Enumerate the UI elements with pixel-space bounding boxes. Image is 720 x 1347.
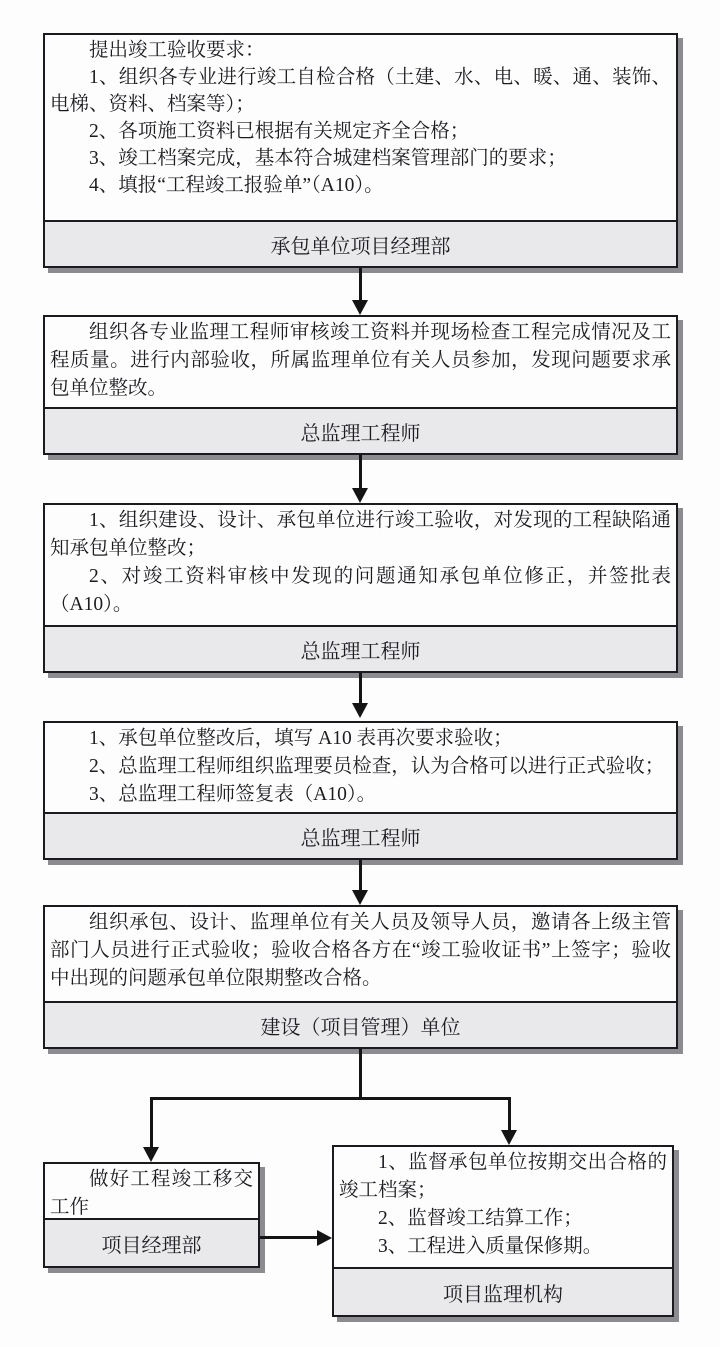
responsible-unit-label: 总监理工程师 bbox=[45, 812, 676, 858]
branch-right-arrow-head bbox=[501, 1130, 517, 1145]
paragraph: 2、对竣工资料审核中发现的问题通知承包单位修正，并签批表（A10）。 bbox=[50, 566, 671, 615]
branch-left-arrow-head bbox=[143, 1147, 159, 1162]
paragraph: 1、监督承包单位按期交出合格的竣工档案； bbox=[339, 1152, 667, 1201]
paragraph: 提出竣工验收要求： bbox=[89, 40, 265, 61]
paragraph: 组织承包、设计、监理单位有关人员及领导人员，邀请各上级主管部门人员进行正式验收；验收合格各方在“竣工验收证书”上签字；验收中出现的问题承包单位限期整改合格。 bbox=[50, 912, 671, 989]
responsible-unit-label: 总监理工程师 bbox=[45, 625, 676, 671]
paragraph: 组织各专业监理工程师审核竣工资料并现场检查工程完成情况及工程质量。进行内部验收，所属监理单位有关人员参加，发现问题要求承包单位整改。 bbox=[50, 322, 671, 399]
arrow-line-3 bbox=[359, 673, 362, 705]
arrow-line-4 bbox=[359, 860, 362, 891]
paragraph: 做好工程竣工移交工作 bbox=[50, 1169, 253, 1218]
flow-box-supervise-closeout-body bbox=[334, 1147, 672, 1267]
arrow-line-1 bbox=[359, 268, 362, 302]
flow-box-formal-acceptance-body bbox=[45, 907, 676, 1001]
paragraph: 3、竣工档案完成，基本符合城建档案管理部门的要求； bbox=[89, 148, 567, 169]
flow-box-handover bbox=[43, 1162, 260, 1268]
arrow-line-2 bbox=[359, 455, 362, 490]
paragraph: 4、填报“工程竣工报验单”（A10）。 bbox=[89, 175, 384, 196]
branch-right-line bbox=[508, 1097, 511, 1130]
flow-box-supervise-closeout bbox=[332, 1145, 674, 1317]
branch-stem-line bbox=[359, 1049, 362, 1100]
responsible-unit-label: 承包单位项目经理部 bbox=[45, 220, 676, 266]
flow-box-internal-check-body bbox=[45, 317, 676, 407]
paragraph: 2、监督竣工结算工作； bbox=[378, 1208, 583, 1229]
flow-box-recheck-body bbox=[45, 723, 676, 812]
flow-box-internal-check bbox=[43, 315, 678, 455]
responsible-unit-label: 项目经理部 bbox=[45, 1218, 258, 1266]
paragraph: 1、承包单位整改后，填写 A10 表再次要求验收； bbox=[89, 728, 513, 749]
flow-box-handover-body bbox=[45, 1164, 258, 1218]
paragraph: 2、各项施工资料已根据有关规定齐全合格； bbox=[89, 121, 470, 142]
responsible-unit-label: 建设（项目管理）单位 bbox=[45, 1001, 676, 1047]
flow-box-propose bbox=[43, 33, 678, 268]
arrow-head-4 bbox=[352, 890, 368, 905]
paragraph: 3、总监理工程师签复表（A10）。 bbox=[89, 784, 377, 805]
flow-box-organize-acceptance-body bbox=[45, 505, 676, 625]
arrow-head-2 bbox=[352, 488, 368, 503]
arrow-head-1 bbox=[352, 300, 368, 315]
branch-horizontal-line bbox=[150, 1097, 511, 1100]
responsible-unit-label: 总监理工程师 bbox=[45, 407, 676, 453]
paragraph: 3、工程进入质量保修期。 bbox=[378, 1236, 603, 1257]
arrow-line-handover-supervise bbox=[260, 1236, 318, 1239]
flow-box-propose-body bbox=[45, 35, 676, 220]
branch-left-line bbox=[150, 1097, 153, 1147]
arrow-head-3 bbox=[352, 703, 368, 718]
arrow-head-handover-supervise bbox=[317, 1230, 332, 1246]
flow-box-formal-acceptance bbox=[43, 905, 678, 1049]
paragraph: 1、组织各专业进行竣工自检合格（土建、水、电、暖、通、装饰、电梯、资料、档案等）； bbox=[50, 67, 671, 115]
flow-box-recheck bbox=[43, 721, 678, 860]
flow-box-organize-acceptance bbox=[43, 503, 678, 673]
paragraph: 2、总监理工程师组织监理要员检查，认为合格可以进行正式验收； bbox=[89, 756, 665, 777]
paragraph: 1、组织建设、设计、承包单位进行竣工验收，对发现的工程缺陷通知承包单位整改； bbox=[50, 510, 671, 559]
responsible-unit-label: 项目监理机构 bbox=[334, 1267, 672, 1315]
